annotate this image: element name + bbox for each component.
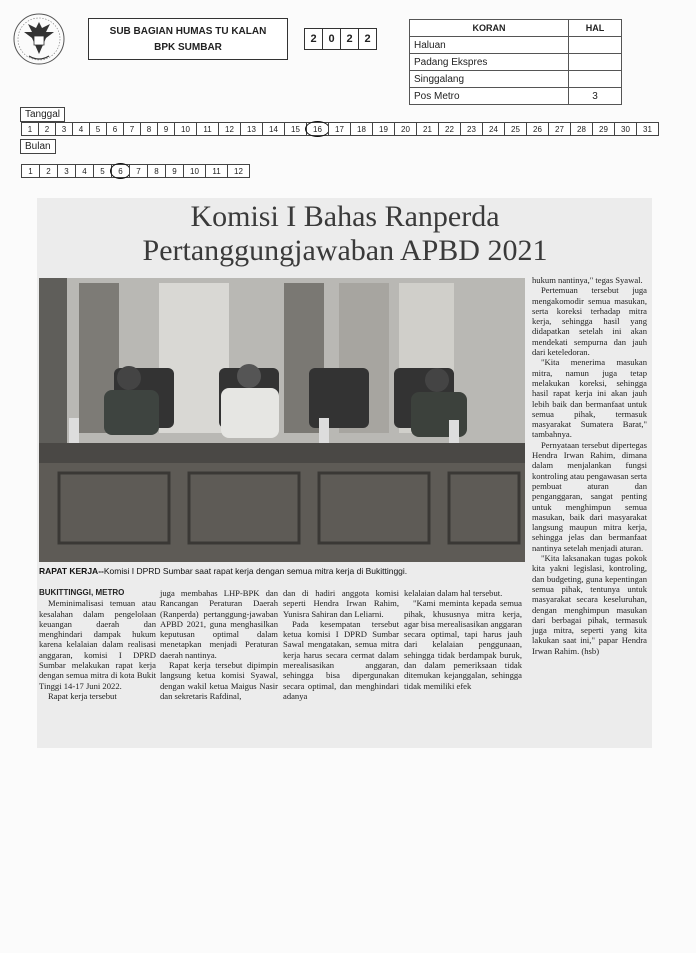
tanggal-cell: 26: [526, 122, 549, 136]
tanggal-cell: 7: [123, 122, 141, 136]
headline-line-1: Komisi I Bahas Ranperda: [190, 200, 500, 233]
koran-header: KORAN: [410, 20, 569, 37]
hal-header: HAL: [569, 20, 622, 37]
bulan-cell: 2: [39, 164, 58, 178]
year-digit: 0: [322, 28, 341, 50]
tanggal-cell: 19: [372, 122, 395, 136]
table-row: [410, 71, 622, 88]
article-column-right: [532, 275, 647, 656]
tanggal-cell: 22: [438, 122, 461, 136]
year-digit: 2: [304, 28, 323, 50]
table-row: [410, 54, 622, 71]
paragraph: Rapat kerja tersebut: [48, 690, 117, 701]
bulan-cell: 11: [205, 164, 228, 178]
tanggal-cell: 13: [240, 122, 263, 136]
table-row: [410, 37, 622, 54]
tanggal-cell: 30: [614, 122, 637, 136]
meeting-photo: [39, 278, 525, 562]
paragraph: Pada kesempatan tersebut ketua komisi I DPRD Sumbar Sawal mengatakan, semua mitra kerja harus secara cermat dalam merealisasikan anggaran, sehingga bisa dipergunakan secara optimal, dan menghindari adanya: [283, 618, 399, 701]
article-column-4: [404, 588, 522, 691]
bulan-row: [22, 164, 250, 178]
newspaper-table: [409, 19, 622, 105]
bulan-cell: 1: [21, 164, 40, 178]
article-column-1: [39, 588, 156, 701]
tanggal-row: [22, 122, 659, 136]
tanggal-label: Tanggal: [20, 107, 65, 122]
paragraph: Pertemuan tersebut juga mengakomodir semua masukan, serta koreksi terhadap mitra kerja, sehingga hasil yang didapatkan setelah ini akan mendekati sempurna dan jauh dari keteledoran.: [532, 285, 647, 358]
bulan-cell: 9: [165, 164, 184, 178]
tanggal-cell: 16: [306, 122, 329, 136]
tanggal-cell: 27: [548, 122, 571, 136]
dateline: BUKITTINGGI, METRO: [39, 588, 125, 597]
tanggal-cell: 10: [174, 122, 197, 136]
page-number: [569, 71, 622, 88]
paragraph: Pernyataan tersebut dipertegas Hendra Irwan Rahim, dimana dalam menjalankan fungsi kontroling atau pengawasan serta pembuat aturan dan penganggaran, sangat penting untuk menghimpun semua masukan, baik dari masyarakat langsung maupun mitra kerja, sehingga jelas dan bermanfaat nantinya setelah menjadi aturan.: [532, 439, 647, 553]
article-column-3: [283, 588, 399, 701]
office-line-1: SUB BAGIAN HUMAS TU KALAN: [109, 26, 267, 37]
paragraph: juga membahas LHP-BPK dan Rancangan Peraturan Daerah (Ranperda) pertanggung-jawaban APBD 2021, guna menghasilkan keputusan optimal dalam menetapkan menjadi Peraturan daerah nantinya.: [160, 588, 278, 660]
tanggal-cell: 20: [394, 122, 417, 136]
tanggal-cell: 11: [196, 122, 219, 136]
tanggal-cell: 21: [416, 122, 439, 136]
caption-text: Komisi I DPRD Sumbar saat rapat kerja dengan semua mitra kerja di Bukittinggi.: [103, 566, 408, 576]
paragraph: Rapat kerja tersebut dipimpin langsung ketua komisi Syawal, dengan wakil ketua Maigus Nasir dan sekretaris Rafdinal,: [160, 660, 278, 701]
page-number: [569, 37, 622, 54]
paragraph: "Kita menerima masukan mitra, namun juga tetap melakukan koreksi, sehingga hasil rapat kerja ini akan jauh lebih baik dan bermanfaat untuk semua pihak, termasuk masyarakat Sumatera Barat," tambahnya.: [532, 357, 647, 440]
bulan-cell: 3: [57, 164, 76, 178]
tanggal-cell: 24: [482, 122, 505, 136]
newspaper-name: Singgalang: [410, 71, 569, 88]
caption-label: RAPAT KERJA--: [39, 566, 104, 576]
tanggal-cell: 25: [504, 122, 527, 136]
headline-line-2: Pertanggungjawaban APBD 2021: [142, 234, 548, 267]
tanggal-cell: 5: [89, 122, 107, 136]
tanggal-cell: 17: [328, 122, 351, 136]
office-line-2: BPK SUMBAR: [154, 42, 222, 53]
tanggal-cell: 23: [460, 122, 483, 136]
tanggal-cell: 31: [636, 122, 659, 136]
tanggal-cell: 29: [592, 122, 615, 136]
tanggal-cell: 9: [157, 122, 175, 136]
page-number: [569, 54, 622, 71]
tanggal-cell: 2: [38, 122, 56, 136]
tanggal-cell: 12: [218, 122, 241, 136]
newspaper-name: Padang Ekspres: [410, 54, 569, 71]
bulan-cell: 4: [75, 164, 94, 178]
bulan-cell: 7: [129, 164, 148, 178]
year-boxes: [305, 28, 377, 50]
newspaper-name: Haluan: [410, 37, 569, 54]
article-headline: [60, 200, 630, 268]
paragraph: hukum nantinya," tegas Syawal.: [532, 275, 643, 285]
tanggal-cell: 4: [72, 122, 90, 136]
bulan-cell: 8: [147, 164, 166, 178]
bulan-cell: 6: [111, 164, 130, 178]
bulan-cell: 10: [183, 164, 206, 178]
year-digit: 2: [340, 28, 359, 50]
page-number: 3: [569, 88, 622, 105]
tanggal-cell: 14: [262, 122, 285, 136]
bulan-cell: 5: [93, 164, 112, 178]
office-header-box: [88, 18, 288, 60]
tanggal-cell: 1: [21, 122, 39, 136]
year-digit: 2: [358, 28, 377, 50]
tanggal-cell: 15: [284, 122, 307, 136]
photo-caption: [39, 566, 525, 576]
tanggal-cell: 18: [350, 122, 373, 136]
tanggal-cell: 8: [140, 122, 158, 136]
article-column-2: [160, 588, 278, 701]
paragraph: "Kami meminta kepada semua pihak, khususnya mitra kerja, agar bisa merealisasikan anggaran secara optimal, tapi harus jauh dari kelalaian penggunaan, sehingga tidak berdampak buruk, dan dalam pemeriksaan tidak ditemukan kejanggalan, sehingga tidak memiliki efek: [404, 598, 522, 691]
paragraph: Meminimalisasi temuan atau kesalahan dalam pengelolaan keuangan daerah dan menghindari dampak hukum karena kelalaian dalam realisasi anggaran, komisi I DPRD Sumbar melakukan rapat kerja dengan semua mitra di kota Bukit Tinggi 14-17 Juni 2022.: [39, 598, 156, 691]
bulan-label: Bulan: [20, 139, 56, 154]
newspaper-name: Pos Metro: [410, 88, 569, 105]
tanggal-cell: 3: [55, 122, 73, 136]
tanggal-cell: 28: [570, 122, 593, 136]
paragraph: "Kita laksanakan tugas pokok kita yakni legislasi, kontroling, dan budgeting, guna kepentingan semua pihak, tentunya untuk masyarakat secara keseluruhan, dengan menghimpun masukan dari berbagai pihak, termasuk juga mitra, seperti yang kita lakukan saat ini," papar Hendra Irwan Rahim. (hsb): [532, 553, 647, 656]
garuda-emblem: [12, 8, 66, 70]
paragraph: kelalaian dalam hal tersebut.: [404, 588, 503, 598]
table-row: [410, 88, 622, 105]
tanggal-cell: 6: [106, 122, 124, 136]
bulan-cell: 12: [227, 164, 250, 178]
paragraph: dan di hadiri anggota komisi seperti Hendra Irwan Rahim, Yunisra Sahiran dan Leliarni.: [283, 588, 399, 619]
